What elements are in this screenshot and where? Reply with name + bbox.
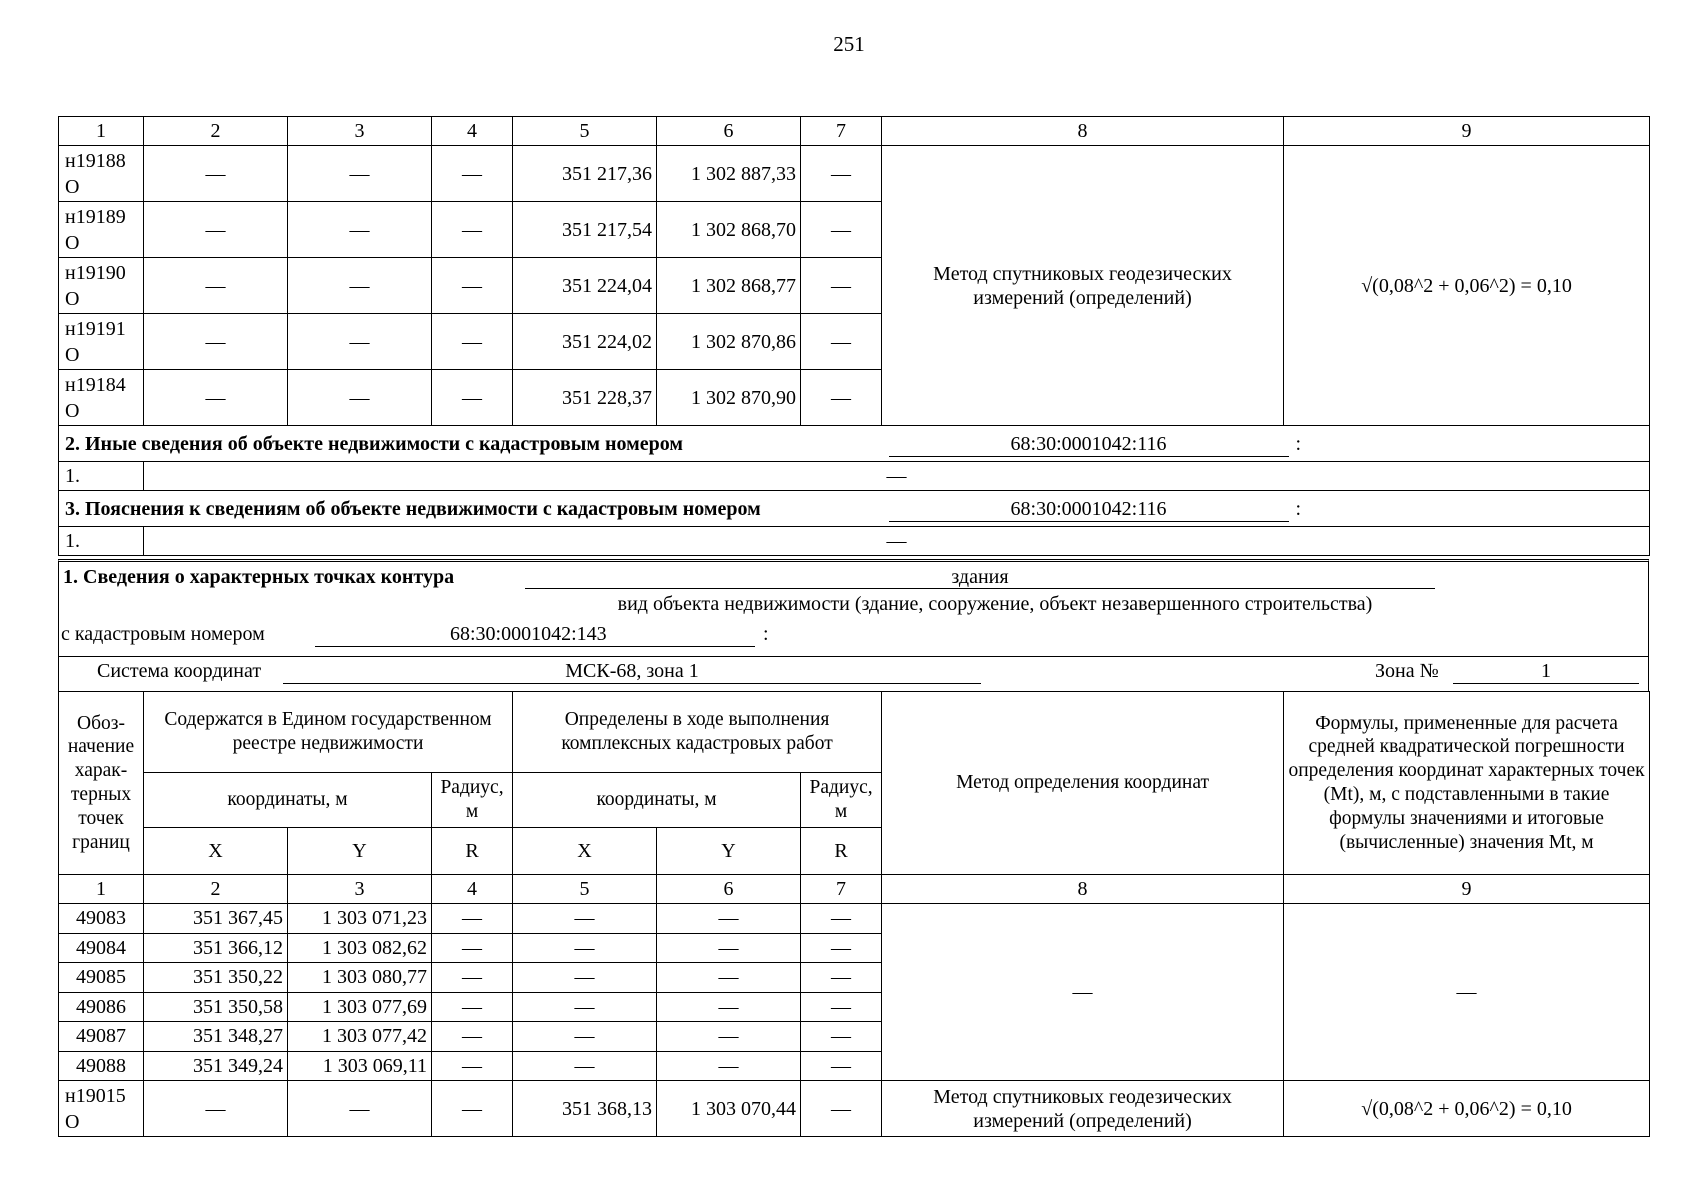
cell: — <box>513 933 657 963</box>
y-value: 1 303 069,11 <box>288 1051 432 1081</box>
col-number: 7 <box>801 117 882 146</box>
point-id: н19191 О <box>59 314 144 370</box>
col-number: 6 <box>657 117 801 146</box>
table-row <box>59 146 1650 202</box>
cell: — <box>801 146 882 202</box>
y-value: 1 302 870,86 <box>657 314 801 370</box>
cell: — <box>513 1051 657 1081</box>
cell: — <box>657 904 801 934</box>
cell: — <box>432 1081 513 1137</box>
cell: — <box>288 1081 432 1137</box>
radius-header: Радиус, м <box>801 773 882 828</box>
cell: — <box>288 258 432 314</box>
table-row <box>59 904 1650 934</box>
formula-cell: √(0,08^2 + 0,06^2) = 0,10 <box>1284 1081 1650 1137</box>
cell: — <box>432 904 513 934</box>
col-number: 6 <box>657 875 801 904</box>
contour-section-title: 1. Сведения о характерных точках контура <box>63 566 455 588</box>
y-header: Y <box>288 828 432 875</box>
page-number: 251 <box>833 32 865 56</box>
cell: — <box>513 992 657 1022</box>
designation-header: Обоз- начение харак- терных точек границ <box>59 692 144 875</box>
method-header: Метод определения координат <box>882 692 1284 875</box>
cell: — <box>288 370 432 426</box>
object-type: здания <box>525 566 1435 589</box>
cell: — <box>432 933 513 963</box>
cell: — <box>657 1051 801 1081</box>
item-value: — <box>144 462 1650 491</box>
section-3-header <box>59 491 1650 527</box>
contour-section-header <box>58 559 1649 692</box>
cell: — <box>288 314 432 370</box>
cell: — <box>801 904 882 934</box>
point-id: 49088 <box>59 1051 144 1081</box>
item-number: 1. <box>59 462 144 491</box>
col-number: 9 <box>1284 117 1650 146</box>
cell: — <box>657 992 801 1022</box>
cell: — <box>801 258 882 314</box>
formula-cell: — <box>1284 904 1650 1081</box>
column-number-row <box>59 875 1650 904</box>
header-row <box>59 692 1650 773</box>
cell: — <box>801 992 882 1022</box>
cell: — <box>513 1022 657 1052</box>
section-3-colon: : <box>1295 497 1302 520</box>
ckr-header: Определены в ходе выполнения комплексных кадастровых работ <box>513 692 882 773</box>
section-2-cadastral: 68:30:0001042:116 <box>889 432 1289 457</box>
method-cell: — <box>882 904 1284 1081</box>
cell: — <box>801 202 882 258</box>
x-value: 351 348,27 <box>144 1022 288 1052</box>
column-number-row <box>59 117 1650 146</box>
cell: — <box>801 963 882 993</box>
point-id: 49086 <box>59 992 144 1022</box>
contour-points-table <box>58 691 1650 1137</box>
y-value: 1 303 082,62 <box>288 933 432 963</box>
cell: — <box>432 1051 513 1081</box>
cell: — <box>144 202 288 258</box>
coord-system-value: МСК-68, зона 1 <box>283 660 981 684</box>
col-number: 2 <box>144 117 288 146</box>
cell: — <box>144 314 288 370</box>
y-value: 1 302 870,90 <box>657 370 801 426</box>
points-table-continuation <box>58 116 1650 556</box>
section-3-item <box>59 527 1650 556</box>
x-value: 351 217,36 <box>513 146 657 202</box>
cell: — <box>513 904 657 934</box>
cell: — <box>657 1022 801 1052</box>
cell: — <box>288 202 432 258</box>
point-id: 49084 <box>59 933 144 963</box>
x-value: 351 224,04 <box>513 258 657 314</box>
method-cell: Метод спутниковых геодезических измерений (определений) <box>882 146 1284 426</box>
col-number: 4 <box>432 875 513 904</box>
cell: — <box>432 146 513 202</box>
item-value: — <box>144 527 1650 556</box>
cell: — <box>144 258 288 314</box>
item-number: 1. <box>59 527 144 556</box>
cell: — <box>288 146 432 202</box>
cell: — <box>513 963 657 993</box>
cell: — <box>432 992 513 1022</box>
cell: — <box>801 314 882 370</box>
cell: — <box>432 1022 513 1052</box>
y-value: 1 302 887,33 <box>657 146 801 202</box>
col-number: 3 <box>288 117 432 146</box>
cell: — <box>657 963 801 993</box>
col-number: 5 <box>513 117 657 146</box>
cell: — <box>801 1051 882 1081</box>
point-id: н19015 О <box>59 1081 144 1137</box>
col-number: 9 <box>1284 875 1650 904</box>
cell: — <box>432 314 513 370</box>
x-value: 351 350,58 <box>144 992 288 1022</box>
y-value: 1 303 071,23 <box>288 904 432 934</box>
point-id: н19189 О <box>59 202 144 258</box>
section-2-title: 2. Иные сведения об объекте недвижимости с кадастровым номером <box>65 432 684 455</box>
cell: — <box>801 1022 882 1052</box>
cell: — <box>144 1081 288 1137</box>
x-value: 351 228,37 <box>513 370 657 426</box>
radius-header: Радиус, м <box>432 773 513 828</box>
cell: — <box>432 202 513 258</box>
formula-cell: √(0,08^2 + 0,06^2) = 0,10 <box>1284 146 1650 426</box>
y-value: 1 303 077,42 <box>288 1022 432 1052</box>
y-value: 1 302 868,77 <box>657 258 801 314</box>
x-value: 351 349,24 <box>144 1051 288 1081</box>
cadastral-number: 68:30:0001042:143 <box>315 623 755 647</box>
col-number: 3 <box>288 875 432 904</box>
coords-header: координаты, м <box>513 773 801 828</box>
zone-label: Зона № <box>1375 660 1439 682</box>
col-number: 1 <box>59 117 144 146</box>
point-id: н19184 О <box>59 370 144 426</box>
col-number: 4 <box>432 117 513 146</box>
y-value: 1 303 080,77 <box>288 963 432 993</box>
x-value: 351 368,13 <box>513 1081 657 1137</box>
cell: — <box>144 370 288 426</box>
y-value: 1 303 070,44 <box>657 1081 801 1137</box>
col-number: 8 <box>882 117 1284 146</box>
col-number: 7 <box>801 875 882 904</box>
x-value: 351 367,45 <box>144 904 288 934</box>
section-3-title: 3. Пояснения к сведениям об объекте недвижимости с кадастровым номером <box>65 497 761 520</box>
table-row <box>59 1081 1650 1137</box>
col-number: 8 <box>882 875 1284 904</box>
cell: — <box>144 146 288 202</box>
x-value: 351 366,12 <box>144 933 288 963</box>
section-2-header <box>59 426 1650 462</box>
coord-system-label: Система координат <box>97 660 262 682</box>
cell: — <box>657 933 801 963</box>
x-value: 351 224,02 <box>513 314 657 370</box>
point-id: н19190 О <box>59 258 144 314</box>
y-value: 1 302 868,70 <box>657 202 801 258</box>
cell: — <box>801 1081 882 1137</box>
y-header: Y <box>657 828 801 875</box>
cadastral-label: с кадастровым номером <box>61 623 265 645</box>
coords-header: координаты, м <box>144 773 432 828</box>
section-3-cadastral: 68:30:0001042:116 <box>889 497 1289 522</box>
col-number: 1 <box>59 875 144 904</box>
egrn-header: Содержатся в Едином государственном реестре недвижимости <box>144 692 513 773</box>
formula-header: Формулы, примененные для расчета средней квадратической погрешности определения координат характерных точек (Mt), м, с подставленными в такие формулы значениями и итоговые (вычисленные) значения Mt, м <box>1284 692 1650 875</box>
col-number: 2 <box>144 875 288 904</box>
cell: — <box>801 933 882 963</box>
y-value: 1 303 077,69 <box>288 992 432 1022</box>
method-cell: Метод спутниковых геодезических измерений (определений) <box>882 1081 1284 1137</box>
point-id: 49087 <box>59 1022 144 1052</box>
cell: — <box>432 258 513 314</box>
point-id: 49085 <box>59 963 144 993</box>
cell: — <box>432 963 513 993</box>
r-header: R <box>432 828 513 875</box>
x-value: 351 217,54 <box>513 202 657 258</box>
x-value: 351 350,22 <box>144 963 288 993</box>
object-type-caption: вид объекта недвижимости (здание, сооружение, объект незавершенного строительства) <box>617 593 1373 615</box>
r-header: R <box>801 828 882 875</box>
section-2-item <box>59 462 1650 491</box>
section-2-colon: : <box>1295 432 1302 455</box>
cadastral-colon: : <box>763 623 769 645</box>
x-header: X <box>144 828 288 875</box>
cell: — <box>432 370 513 426</box>
point-id: н19188 О <box>59 146 144 202</box>
x-header: X <box>513 828 657 875</box>
point-id: 49083 <box>59 904 144 934</box>
col-number: 5 <box>513 875 657 904</box>
cell: — <box>801 370 882 426</box>
zone-value: 1 <box>1453 660 1639 684</box>
